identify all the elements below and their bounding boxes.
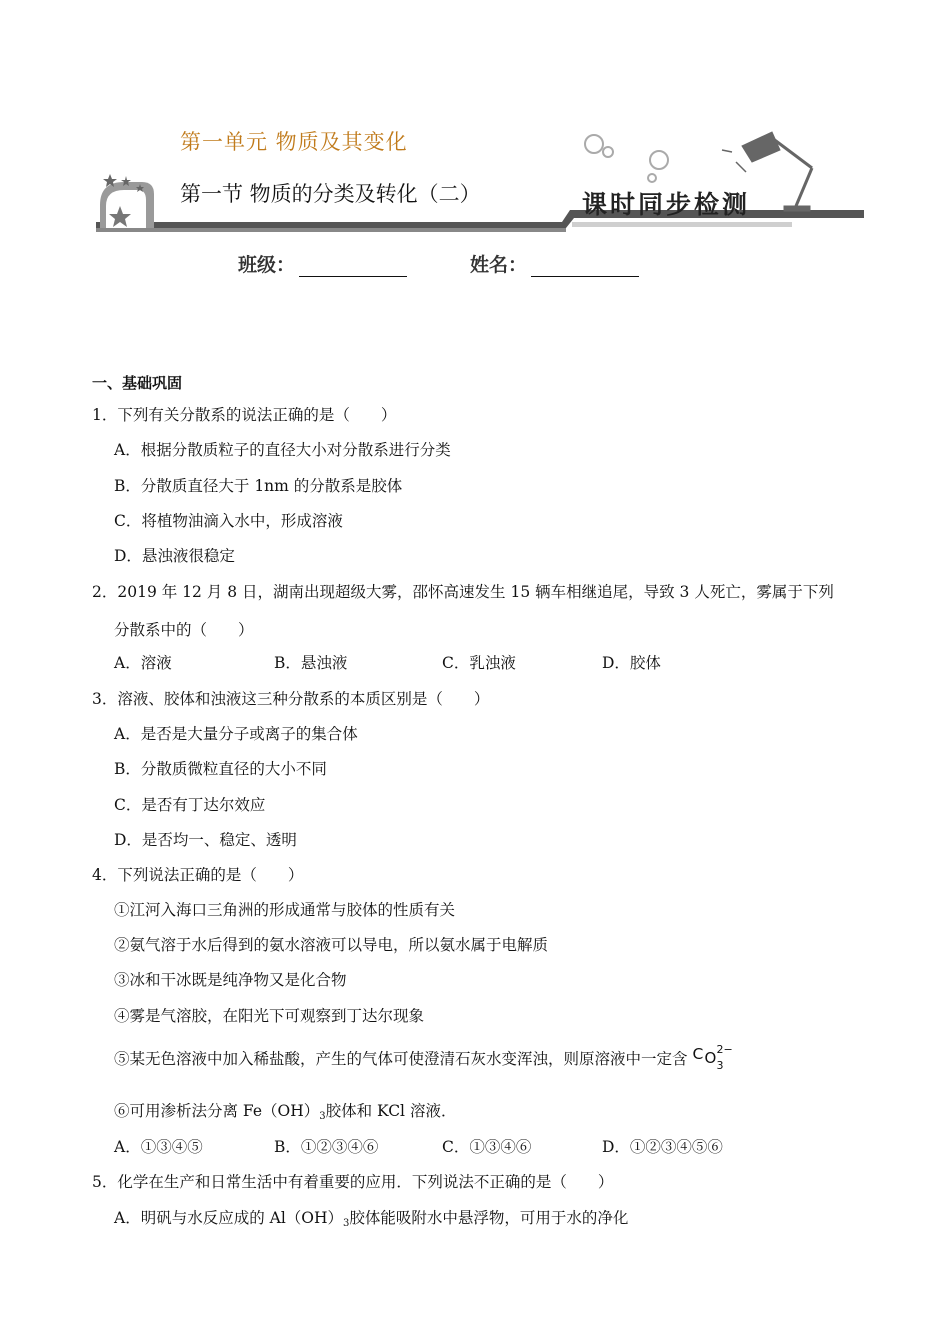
- q2-option-b[interactable]: B．悬浊液: [274, 654, 348, 672]
- q4-s6-post: 胶体和 KCl 溶液．: [325, 1102, 457, 1120]
- q4-option-d[interactable]: D．①②③④⑤⑥: [602, 1138, 723, 1156]
- formula-o: O: [704, 1049, 717, 1067]
- q5-stem: 5．化学在生产和日常生活中有着重要的应用．下列说法不正确的是（ ）: [92, 1173, 614, 1191]
- section-heading: 一、基础巩固: [92, 374, 183, 392]
- q2-stem-line2: 分散系中的（ ）: [114, 621, 254, 639]
- q3-stem: 3．溶液、胶体和浊液这三种分散系的本质区别是（ ）: [92, 690, 490, 708]
- q4-statement-1: ①江河入海口三角洲的形成通常与胶体的性质有关: [114, 901, 456, 919]
- q1-stem: 1．下列有关分散系的说法正确的是（ ）: [92, 406, 397, 424]
- q3-option-a[interactable]: A．是否是大量分子或离子的集合体: [114, 725, 358, 743]
- q4-s6-pre: ⑥可用渗析法分离 Fe（OH）: [114, 1102, 320, 1120]
- q5-a-pre: A．明矾与水反应成的 Al（OH）: [114, 1209, 343, 1227]
- formula-subscript: 3: [716, 1059, 724, 1072]
- q4-option-a[interactable]: A．①③④⑤: [114, 1138, 203, 1156]
- q3-option-c[interactable]: C．是否有丁达尔效应: [114, 796, 266, 814]
- q1-option-a[interactable]: A．根据分散质粒子的直径大小对分散系进行分类: [114, 441, 451, 459]
- unit-title: 第一单元 物质及其变化: [180, 130, 408, 154]
- q1-option-b[interactable]: B．分散质直径大于 1nm 的分散系是胶体: [114, 477, 403, 495]
- class-label: 班级：: [238, 254, 296, 276]
- q1-option-d[interactable]: D．悬浊液很稳定: [114, 547, 235, 565]
- q5-a-sub: 3: [343, 1218, 350, 1229]
- name-blank[interactable]: [531, 258, 639, 277]
- bubbles-icon: [585, 135, 668, 182]
- q2-option-d[interactable]: D．胶体: [602, 654, 661, 672]
- q4-statement-4: ④雾是气溶胶，在阳光下可观察到丁达尔现象: [114, 1007, 425, 1025]
- carbonate-formula: [692, 1043, 733, 1072]
- q4-statement-2: ②氨气溶于水后得到的氨水溶液可以导电，所以氨水属于电解质: [114, 936, 549, 954]
- q2-option-c[interactable]: C．乳浊液: [442, 654, 516, 672]
- q3-option-b[interactable]: B．分散质微粒直径的大小不同: [114, 760, 327, 778]
- q5-a-post: 胶体能吸附水中悬浮物，可用于水的净化: [349, 1209, 629, 1227]
- q5-option-a[interactable]: [114, 1208, 628, 1234]
- q4-s6-sub: 3: [319, 1111, 326, 1122]
- q4-option-c[interactable]: C．①③④⑥: [442, 1138, 532, 1156]
- q4-statement-3: ③冰和干冰既是纯净物又是化合物: [114, 971, 347, 989]
- q4-statement-6: [114, 1101, 456, 1127]
- q2-option-a[interactable]: A．溶液: [114, 654, 172, 672]
- section-title: 第一节 物质的分类及转化（二）: [180, 182, 481, 206]
- q1-option-c[interactable]: C．将植物油滴入水中，形成溶液: [114, 512, 343, 530]
- class-field: [238, 250, 407, 277]
- q3-option-d[interactable]: D．是否均一、稳定、透明: [114, 831, 297, 849]
- q2-stem-line1: 2．2019 年 12 月 8 日，湖南出现超级大雾，邵怀高速发生 15 辆车相继追尾，导致 3 人死亡，雾属于下列: [92, 583, 834, 601]
- name-field: [470, 250, 639, 277]
- badge-label: 课时同步检测: [582, 190, 751, 219]
- star-badge-icon: [100, 174, 154, 228]
- q4-option-b[interactable]: B．①②③④⑥: [274, 1138, 379, 1156]
- class-blank[interactable]: [299, 258, 407, 277]
- q4-statement-5: [114, 1043, 733, 1072]
- q4-statement-5-text: ⑤某无色溶液中加入稀盐酸，产生的气体可使澄清石灰水变浑浊，则原溶液中一定含: [114, 1050, 688, 1068]
- formula-c: C: [692, 1045, 704, 1063]
- name-label: 姓名：: [470, 254, 528, 276]
- formula-charge: 2−: [716, 1043, 733, 1056]
- q4-stem: 4．下列说法正确的是（ ）: [92, 866, 304, 884]
